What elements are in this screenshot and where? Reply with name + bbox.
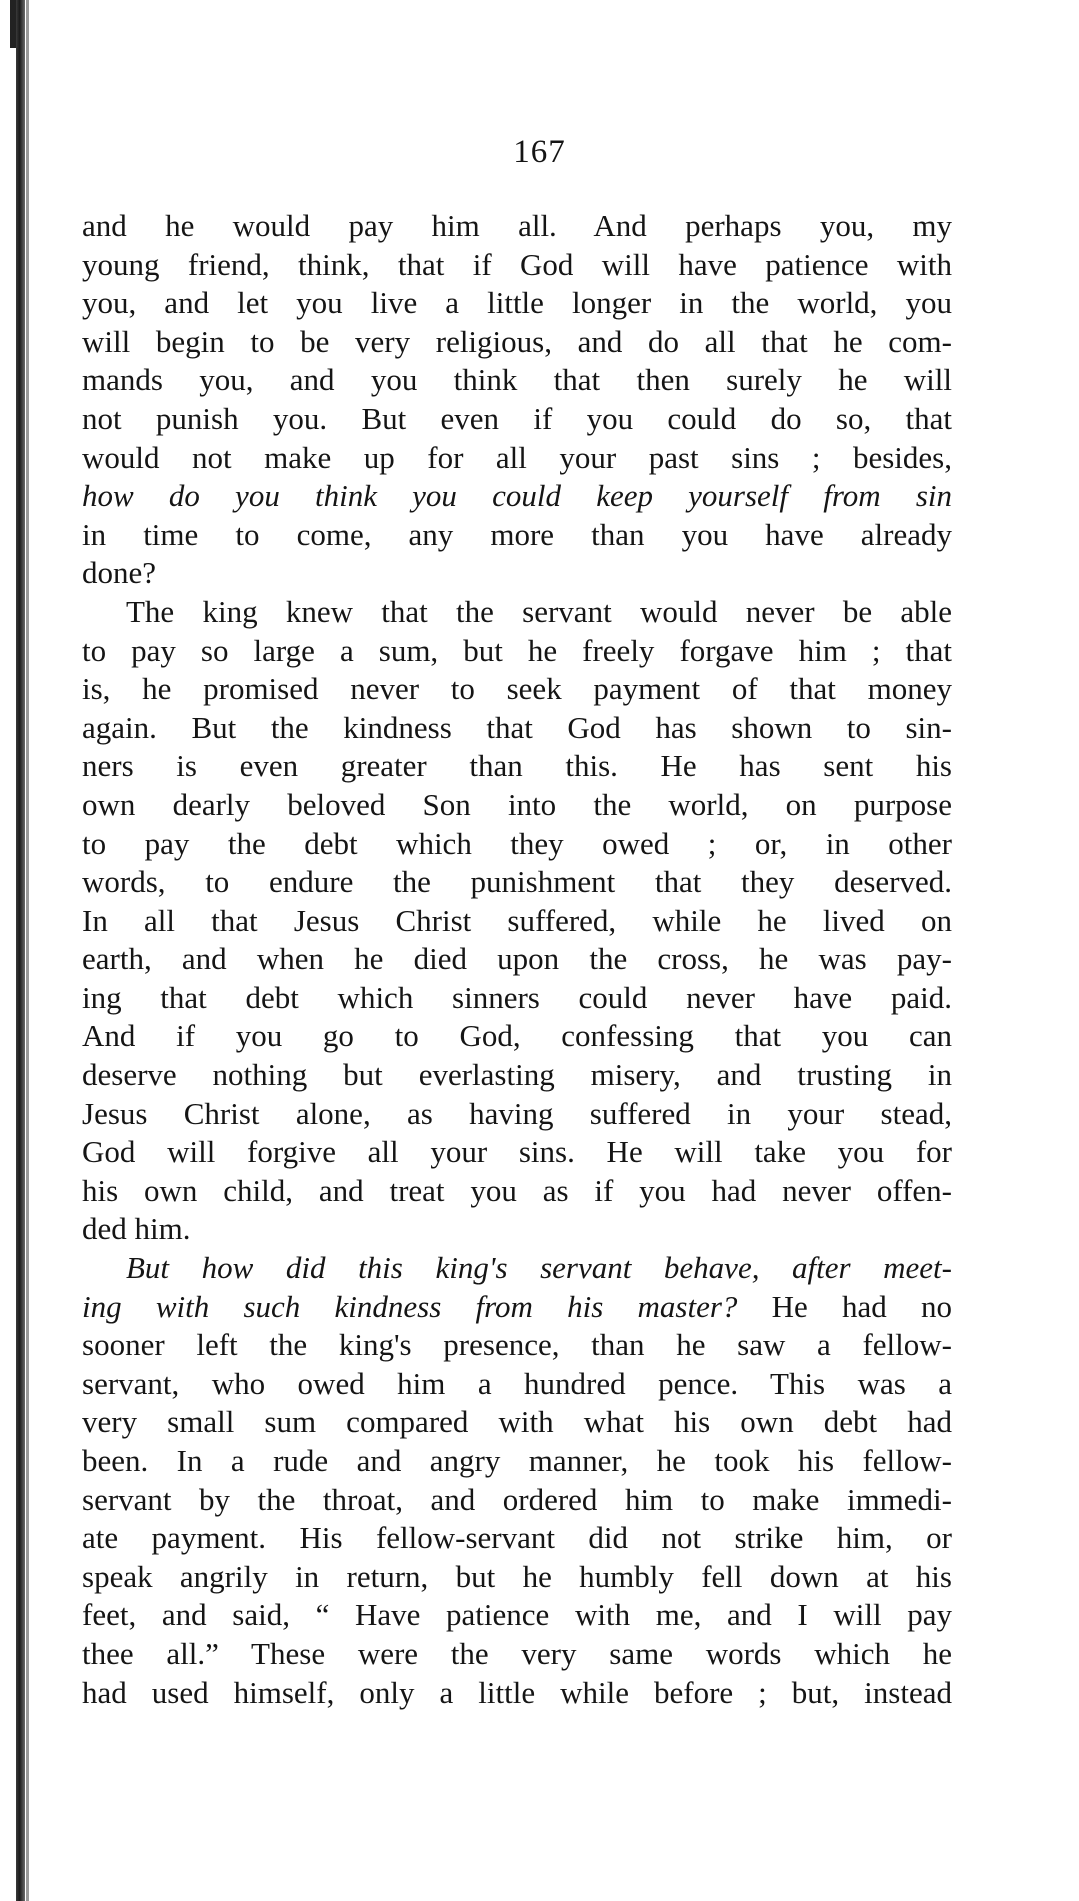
text-line (82, 1403, 952, 1442)
text-segment: again. But the kindness that God has shown to sin- (82, 709, 952, 745)
italic-text-segment: ing with such kindness from his master? (82, 1288, 738, 1324)
text-line (82, 1674, 952, 1713)
text-line (82, 246, 952, 285)
text-segment: And if you go to God, confessing that you can (82, 1018, 952, 1054)
text-line (82, 554, 952, 593)
text-segment: ded him. (82, 1211, 191, 1247)
text-line (82, 1558, 952, 1597)
text-segment: very small sum compared with what his own debt had (82, 1404, 952, 1440)
text-line (82, 593, 952, 632)
text-line (82, 1133, 952, 1172)
text-segment: in time to come, any more than you have already (82, 516, 952, 552)
scan-binding-shadow (16, 0, 25, 1901)
text-line (82, 1249, 952, 1288)
text-segment: God will forgive all your sins. He will take you for (82, 1134, 952, 1170)
text-segment: ing that debt which sinners could never have paid. (82, 979, 952, 1015)
text-line (82, 1210, 952, 1249)
text-segment: his own child, and treat you as if you had never offen- (82, 1172, 952, 1208)
text-line (82, 863, 952, 902)
text-line (82, 1596, 952, 1635)
text-segment: earth, and when he died upon the cross, he was pay- (82, 941, 952, 977)
text-segment: mands you, and you think that then surely he will (82, 362, 952, 398)
italic-text-segment: But how did this king's servant behave, after meet- (126, 1250, 952, 1286)
text-line (82, 786, 952, 825)
text-line (82, 1172, 952, 1211)
text-line (82, 632, 952, 671)
text-line (82, 1095, 952, 1134)
text-line (82, 979, 952, 1018)
text-line (82, 1442, 952, 1481)
text-segment: you, and let you live a little longer in the world, you (82, 285, 952, 321)
text-segment: In all that Jesus Christ suffered, while he lived on (82, 902, 952, 938)
text-line (82, 207, 952, 246)
text-line (82, 361, 952, 400)
text-line (82, 1481, 952, 1520)
text-segment: and he would pay him all. And perhaps you, my (82, 208, 952, 243)
text-segment: feet, and said, “ Have patience with me, and I will pay (82, 1597, 952, 1633)
text-line (82, 1519, 952, 1558)
text-line (82, 323, 952, 362)
text-segment: own dearly beloved Son into the world, on purpose (82, 786, 952, 822)
text-segment: The king knew that the servant would never be able (126, 593, 952, 629)
text-segment: thee all.” These were the very same words which he (82, 1635, 952, 1671)
text-segment: Jesus Christ alone, as having suffered in your stead, (82, 1095, 952, 1131)
text-segment: sooner left the king's presence, than he saw a fellow- (82, 1327, 952, 1363)
text-segment: He had no (737, 1288, 952, 1324)
text-line (82, 516, 952, 555)
text-segment: deserve nothing but everlasting misery, and trusting in (82, 1057, 952, 1093)
text-line (82, 439, 952, 478)
text-segment: servant, who owed him a hundred pence. This was a (82, 1365, 952, 1401)
text-segment: not punish you. But even if you could do so, that (82, 400, 952, 436)
scan-binding-line (26, 0, 29, 1901)
text-segment: is, he promised never to seek payment of that money (82, 671, 952, 707)
text-segment: servant by the throat, and ordered him to make immedi- (82, 1481, 952, 1517)
text-segment: will begin to be very religious, and do all that he com- (82, 323, 952, 359)
text-segment: had used himself, only a little while before ; but, instead (82, 1674, 952, 1710)
text-segment: ners is even greater than this. He has sent his (82, 748, 952, 784)
text-line (82, 709, 952, 748)
text-segment: to pay so large a sum, but he freely forgave him ; that (82, 632, 952, 668)
text-line (82, 670, 952, 709)
body-text (82, 207, 952, 1712)
text-segment: would not make up for all your past sins ; besides, (82, 439, 952, 475)
text-line (82, 902, 952, 941)
text-segment: been. In a rude and angry manner, he took his fellow- (82, 1443, 952, 1478)
italic-text-segment: how do you think you could keep yourself from sin (82, 478, 952, 514)
text-segment: ate payment. His fellow-servant did not strike him, or (82, 1520, 952, 1556)
text-segment: words, to endure the punishment that they deserved. (82, 864, 952, 900)
text-line (82, 1288, 952, 1327)
text-line (82, 1326, 952, 1365)
text-segment: done? (82, 555, 157, 591)
text-line (82, 1635, 952, 1674)
scan-binding-edge (0, 0, 26, 1901)
text-line (82, 1056, 952, 1095)
text-line (82, 1365, 952, 1404)
text-segment: to pay the debt which they owed ; or, in other (82, 825, 952, 861)
text-line (82, 747, 952, 786)
text-segment: young friend, think, that if God will have patience with (82, 246, 952, 282)
text-line (82, 284, 952, 323)
text-line (82, 940, 952, 979)
text-line (82, 477, 952, 516)
text-line (82, 1017, 952, 1056)
text-line (82, 400, 952, 439)
text-line (82, 825, 952, 864)
text-segment: speak angrily in return, but he humbly fell down at his (82, 1558, 952, 1594)
page-number: 167 (513, 134, 566, 170)
